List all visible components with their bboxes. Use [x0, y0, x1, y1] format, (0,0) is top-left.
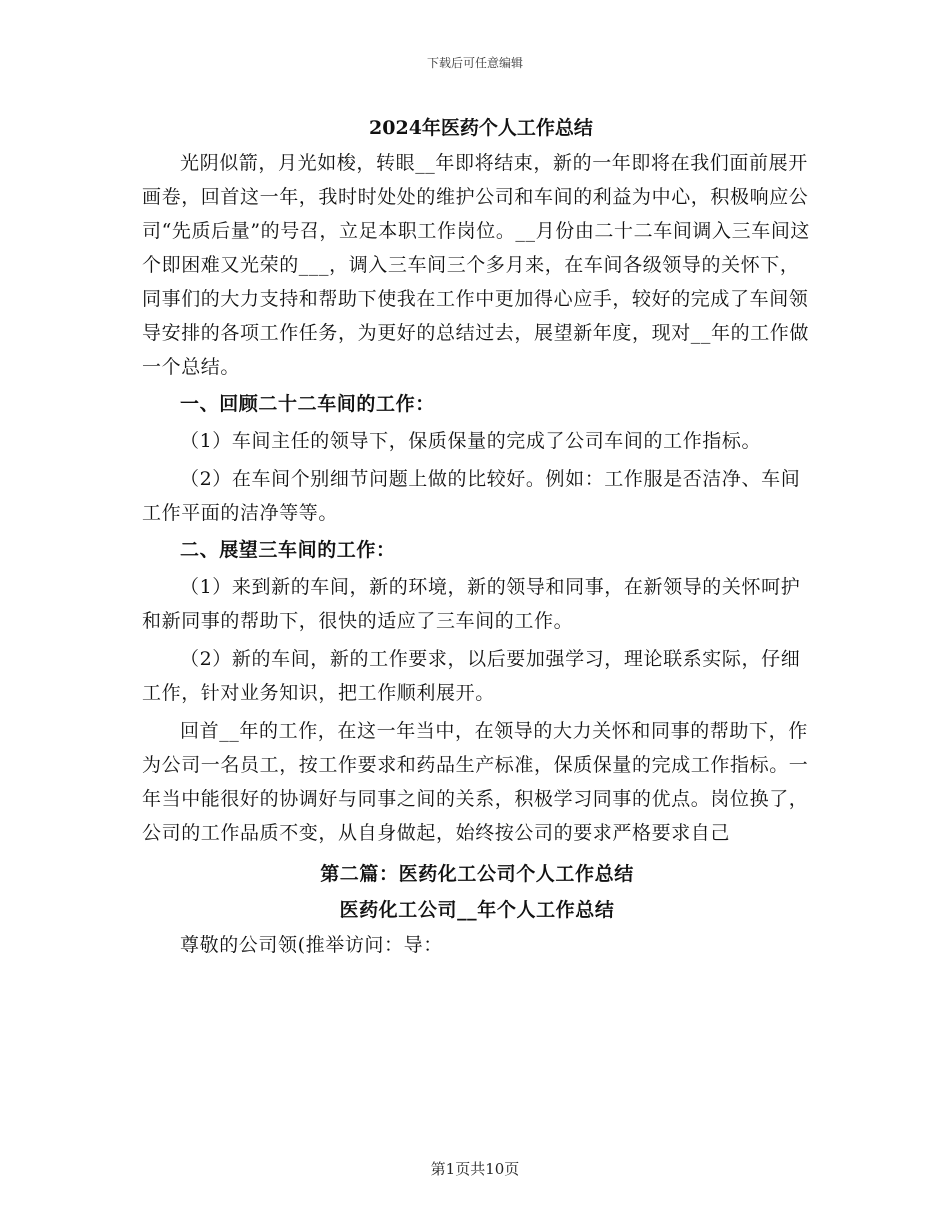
intro-paragraph: 光阴似箭，月光如梭，转眼__年即将结束，新的一年即将在我们面前展开画卷，回首这一年，我时时处处的维护公司和车间的利益为中心，积极响应公司“先质后量”的号召，立足本职工作岗位。__月份由二十二车间调入三车间这个即困难又光荣的___，调入三车间三个多月来，在车间各级领导的关怀下，同事们的大力支持和帮助下使我在工作中更加得心应手，较好的完成了车间领导安排的各项工作任务，为更好的总结过去，展望新年度，现对__年的工作做一个总结。: [142, 152, 811, 378]
section-heading-review: 一、回顾二十二车间的工作：: [180, 393, 435, 415]
document-body: [142, 112, 812, 962]
review-item-1: （1）车间主任的领导下，保质保量的完成了公司车间的工作指标。: [180, 430, 762, 452]
document-title: 2024年医药个人工作总结: [369, 117, 593, 139]
page-number: 第1页共10页: [430, 1160, 520, 1178]
greeting-line: 尊敬的公司领(推举访问：导：: [180, 934, 443, 956]
header-note: 下载后可任意编辑: [426, 56, 523, 70]
section2-title: 第二篇：医药化工公司个人工作总结: [320, 863, 634, 885]
section-heading-outlook: 二、展望三车间的工作：: [180, 539, 396, 561]
outlook-item-2: （2）新的车间，新的工作要求，以后要加强学习，理论联系实际，仔细工作，针对业务知识，把工作顺利展开。: [142, 648, 801, 704]
section2-subtitle: 医药化工公司__年个人工作总结: [339, 899, 615, 921]
outlook-item-1: （1）来到新的车间，新的环境，新的领导和同事，在新领导的关怀呵护和新同事的帮助下，很快的适应了三车间的工作。: [142, 576, 801, 632]
review-item-2: （2）在车间个别细节问题上做的比较好。例如：工作服是否洁净、车间工作平面的洁净等等。: [142, 468, 801, 524]
summary-paragraph: 回首__年的工作，在这一年当中，在领导的大力关怀和同事的帮助下，作为公司一名员工，按工作要求和药品生产标准，保质保量的完成工作指标。一年当中能很好的协调好与同事之间的关系，积极学习同事的优点。岗位换了，公司的工作品质不变，从自身做起，始终按公司的要求严格要求自己: [142, 720, 809, 844]
